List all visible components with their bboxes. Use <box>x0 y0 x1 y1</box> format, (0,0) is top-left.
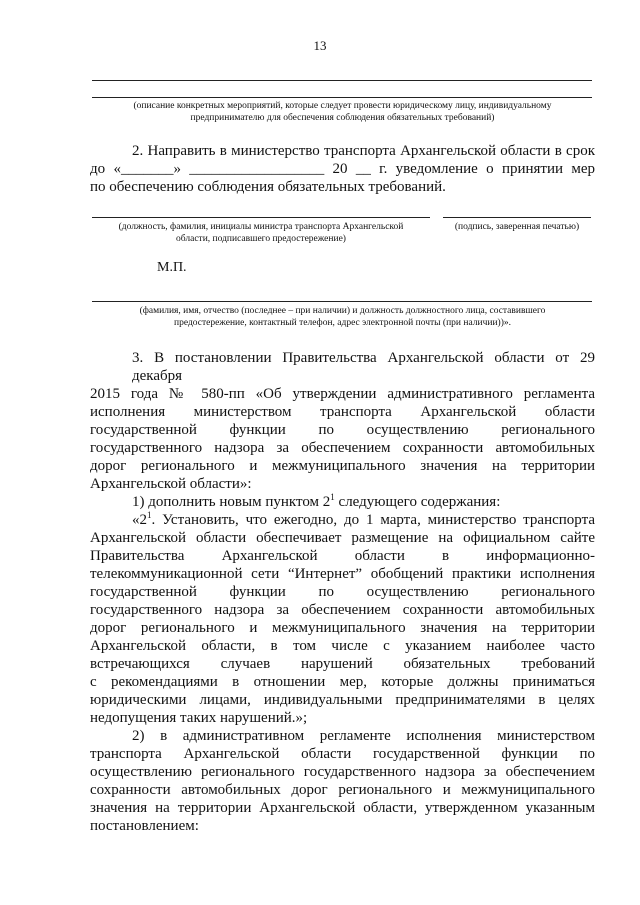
quote-line: Правительства Архангельской области в информационно- <box>90 548 595 564</box>
subitem-2-line: осуществлению регионального государственного надзора за обеспечением <box>90 764 595 780</box>
signature-line-sign <box>443 217 591 218</box>
quote-line: с рекомендациями в отношении мер, которые должны приниматься <box>90 674 595 690</box>
item-2-paragraph <box>90 142 595 196</box>
quote-line: недопущения таких нарушений.»; <box>90 710 308 726</box>
blank-line-2 <box>92 97 592 98</box>
subitem-2-line: значения на территории Архангельской области, утвержденном указанным <box>90 800 595 816</box>
item-3-line: государственной функции по осуществлению регионального <box>90 422 595 438</box>
quote-line: Архангельской области, в том числе с указанием наиболее часто <box>90 638 595 654</box>
quote-line: юридическими лицами, индивидуальными предпринимателями в целях <box>90 692 595 708</box>
subitem-2-line: транспорта Архангельской области государственной функции по <box>90 746 595 762</box>
caption-signature: (подпись, заверенная печатью) <box>454 222 580 232</box>
caption-position: (должность, фамилия, инициалы министра транспорта Архангельской области, подписавшего предостережение) <box>118 222 404 244</box>
item-3-line: исполнения министерством транспорта Архангельской области <box>90 404 595 420</box>
subitem-2-line: 2) в административном регламенте исполнения министерством <box>132 728 595 744</box>
item-2-line: до «_______» __________________ 20 __ г. уведомление о принятии мер <box>90 161 595 177</box>
item-3-line: государственного надзора за обеспечением сохранности автомобильных <box>90 440 595 456</box>
bottom-caption: (фамилия, имя, отчество (последнее – при наличии) и должность должностного лица, составившего предостережение, контактный телефон, адрес электронной почты (при наличии))». <box>139 306 546 328</box>
quote-line: государственного надзора за обеспечением сохранности автомобильных <box>90 602 595 618</box>
item-3-line: Архангельской области»: <box>90 476 252 492</box>
subitem-1: 1) дополнить новым пунктом $2^1$ следующего содержания: <box>132 492 501 510</box>
quote-line: Архангельской области обеспечивает размещение на официальном сайте <box>90 530 595 546</box>
subitem-2-line: постановлением: <box>90 818 199 834</box>
top-caption: (описание конкретных мероприятий, которые следует провести юридическому лицу, индивидуальному предпринимателю для обеспечения соблюдения обязательных требований) <box>133 101 552 123</box>
quote-first-line: «$2^1$. Установить, что ежегодно, до 1 марта, министерство транспорта <box>132 510 595 528</box>
quote-line: дорог регионального и межмуниципального значения на территории <box>90 620 595 636</box>
item-3-line: 3. В постановлении Правительства Архангельской области от 29 декабря <box>132 350 595 384</box>
quote-line: телекоммуникационной сети “Интернет” обобщений практики исполнения <box>90 566 595 582</box>
blank-line-official <box>92 301 592 302</box>
quote-line: встречающихся случаев нарушений обязательных требований <box>90 656 595 672</box>
item-3-line: дорог регионального и межмуниципального значения на территории <box>90 458 595 474</box>
item-2-line: по обеспечению соблюдения обязательных требований. <box>90 179 446 195</box>
blank-line-1 <box>92 80 592 81</box>
item-2-line: 2. Направить в министерство транспорта Архангельской области в срок <box>132 143 595 159</box>
subitem-2-line: сохранности автомобильных дорог регионального и межмуниципального <box>90 782 595 798</box>
stamp-mark: М.П. <box>157 260 187 275</box>
quote-line: государственной функции по осуществлению регионального <box>90 584 595 600</box>
item-3-paragraph <box>90 349 595 835</box>
page-number: 13 <box>313 38 327 53</box>
item-3-line: 2015 года № 580-пп «Об утверждении административного регламента <box>90 386 595 402</box>
signature-line-position <box>92 217 430 218</box>
